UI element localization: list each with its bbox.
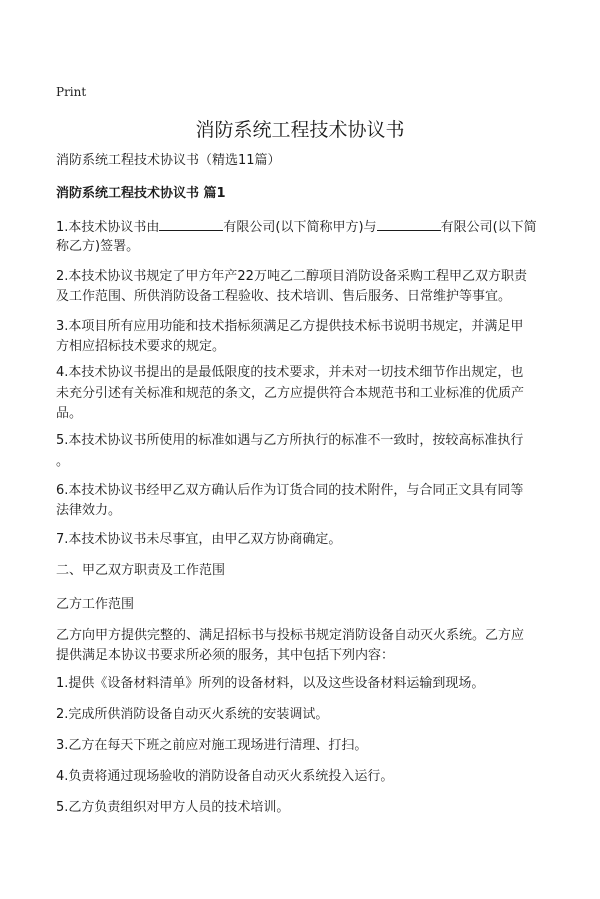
section-2-heading: 二、甲乙双方职责及工作范围 — [56, 563, 226, 578]
page-title: 消防系统工程技术协议书 — [195, 119, 405, 141]
blank-underline — [159, 216, 223, 231]
clause-7: 7.本技术协议书未尽事宜，由甲乙双方协商确定。 — [56, 532, 342, 547]
list-item: 4.负责将通过现场验收的消防设备自动灭火系统投入运行。 — [56, 769, 394, 784]
sub-heading: 乙方工作范围 — [56, 597, 135, 612]
blank-underline — [377, 216, 441, 231]
clause-5-line-2: 。 — [56, 454, 70, 469]
clause-3-line-1: 3.本项目所有应用功能和技术指标须满足乙方提供技术标书说明书规定，并满足甲 — [56, 319, 524, 334]
clause-1-part-b: 有限公司(以下简称甲方)与 — [223, 220, 377, 235]
clause-2-line-1: 2.本技术协议书规定了甲方年产22万吨乙二醇项目消防设备采购工程甲乙双方职责 — [56, 269, 527, 284]
clause-3-line-2: 方相应招标技术要求的规定。 — [56, 339, 226, 354]
clause-6-line-1: 6.本技术协议书经甲乙双方确认后作为订货合同的技术附件，与合同正文具有同等 — [56, 483, 524, 498]
clause-4-line-1: 4.本技术协议书提出的是最低限度的技术要求，并未对一切技术细节作出规定，也 — [56, 365, 524, 380]
document-subtitle: 消防系统工程技术协议书（精选11篇） — [56, 153, 281, 168]
print-label: Print — [56, 85, 87, 99]
list-item: 3.乙方在每天下班之前应对施工现场进行清理、打扫。 — [56, 738, 368, 753]
clause-1-part-a: 1.本技术协议书由 — [56, 220, 160, 235]
scope-intro-line-2: 提供满足本协议书要求所必须的服务，其中包括下列内容： — [56, 648, 395, 663]
clause-1-line-2: 称乙方)签署。 — [56, 239, 140, 254]
list-item: 5.乙方负责组织对甲方人员的技术培训。 — [56, 800, 290, 815]
list-item: 2.完成所供消防设备自动灭火系统的安装调试。 — [56, 707, 329, 722]
clause-2-line-2: 及工作范围、所供消防设备工程验收、技术培训、售后服务、日常维护等事宜。 — [56, 289, 512, 304]
clause-6-line-2: 法律效力。 — [56, 503, 122, 518]
section-heading: 消防系统工程技术协议书 篇1 — [56, 186, 226, 201]
clause-1-part-c: 有限公司(以下简 — [440, 220, 537, 235]
clause-4-line-2: 未充分引述有关标准和规范的条文，乙方应提供符合本规范书和工业标准的优质产 — [56, 386, 525, 401]
clause-5-line-1: 5.本技术协议书所使用的标准如遇与乙方所执行的标准不一致时，按较高标准执行 — [56, 433, 524, 448]
list-item: 1.提供《设备材料清单》所列的设备材料，以及这些设备材料运输到现场。 — [56, 676, 485, 691]
clause-4-line-3: 品。 — [56, 406, 83, 421]
scope-intro-line-1: 乙方向甲方提供完整的、满足招标书与投标书规定消防设备自动灭火系统。乙方应 — [56, 628, 525, 643]
